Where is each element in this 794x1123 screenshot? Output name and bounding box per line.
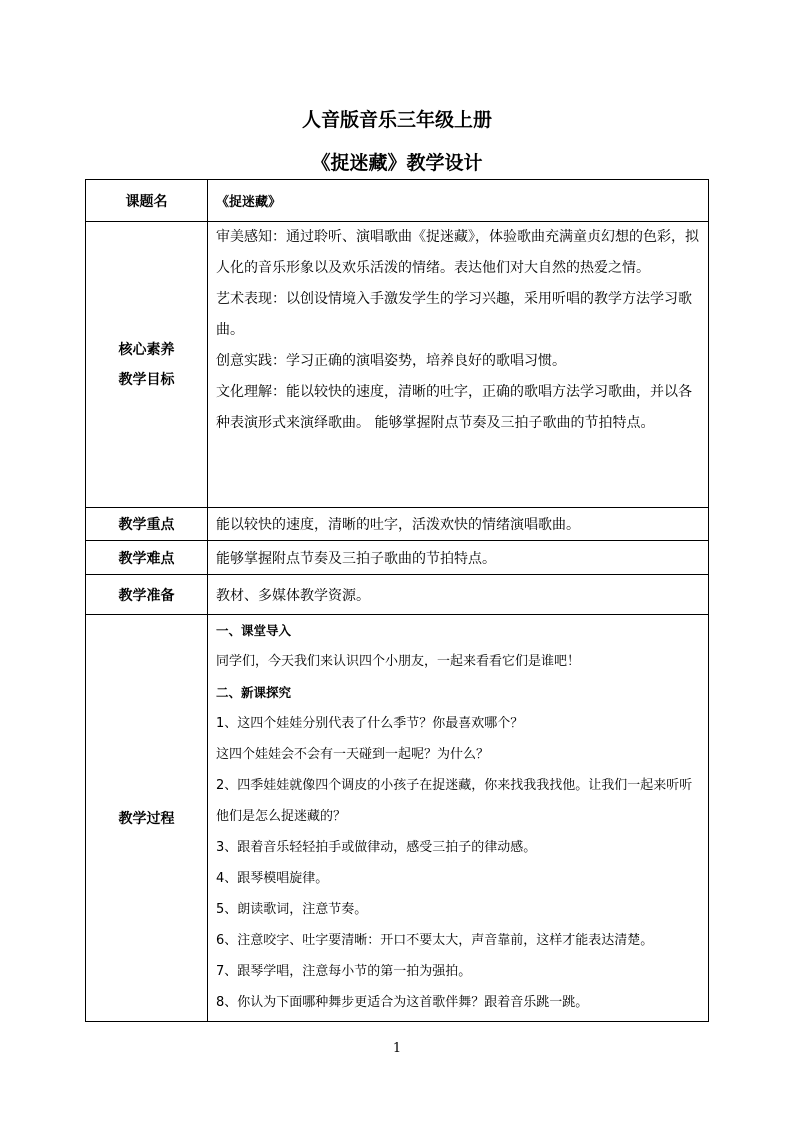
table-row-process	[86, 615, 709, 1022]
process-step-4: 4、跟琴模唱旋律。	[216, 871, 329, 886]
goal-aesthetic: 审美感知：通过聆听、演唱歌曲《捉迷藏》，体验歌曲充满童贞幻想的色彩，拟人化的音乐形象以及欢乐活泼的情绪。表达他们对大自然的热爱之情。	[216, 229, 699, 276]
page-number: 1	[392, 1041, 402, 1056]
difficulties-value: 能够掌握附点节奏及三拍子歌曲的节拍特点。	[208, 541, 709, 575]
table-row-key-points	[86, 508, 709, 541]
process-step-6: 6、注意咬字、吐字要清晰：开口不要太大，声音靠前，这样才能表达清楚。	[216, 933, 654, 948]
goal-culture: 文化理解：能以较快的速度，清晰的吐字，正确的歌唱方法学习歌曲，并以各种表演形式来演绎歌曲。 能够掌握附点节奏及三拍子歌曲的节拍特点。	[216, 384, 692, 431]
key-points-value: 能以较快的速度，清晰的吐字，活泼欢快的情绪演唱歌曲。	[208, 508, 709, 541]
process-step-7: 7、跟琴学唱，注意每小节的第一拍为强拍。	[216, 964, 472, 979]
document-title: 人音版音乐三年级上册	[301, 109, 492, 131]
process-step-3: 3、跟着音乐轻轻拍手或做律动，感受三拍子的律动感。	[216, 840, 537, 855]
difficulties-label: 教学难点	[86, 541, 208, 575]
goal-expression: 艺术表现：以创设情境入手激发学生的学习兴趣，采用听唱的教学方法学习歌曲。	[216, 291, 692, 338]
process-heading-intro: 一、课堂导入	[216, 623, 292, 638]
table-row-goals	[86, 222, 709, 508]
goals-content	[208, 222, 709, 508]
topic-label: 课题名	[86, 180, 208, 222]
process-content	[208, 615, 709, 1022]
goals-label	[86, 222, 208, 508]
lesson-plan-table	[85, 179, 709, 1022]
table-row-difficulties	[86, 541, 709, 575]
process-step-2: 2、四季娃娃就像四个调皮的小孩子在捉迷藏，你来找我我找他。让我们一起来听听他们是怎么捉迷藏的？	[216, 778, 693, 824]
process-step-1b: 这四个娃娃会不会有一天碰到一起呢？为什么？	[216, 747, 490, 762]
table-row-topic	[86, 180, 709, 222]
goal-practice: 创意实践：学习正确的演唱姿势，培养良好的歌唱习惯。	[216, 353, 566, 369]
process-intro-text: 同学们，今天我们来认识四个小朋友，一起来看看它们是谁吧！	[216, 654, 581, 669]
preparation-label: 教学准备	[86, 575, 208, 615]
topic-value-text: 《捉迷藏》	[216, 195, 282, 210]
process-label: 教学过程	[86, 615, 208, 1022]
process-step-5: 5、朗读歌词，注意节奏。	[216, 902, 368, 917]
table-row-preparation	[86, 575, 709, 615]
process-step-1: 1、这四个娃娃分别代表了什么季节？你最喜欢哪个？	[216, 716, 524, 731]
document-subtitle: 《捉迷藏》教学设计	[311, 152, 483, 174]
topic-value	[208, 180, 709, 222]
process-step-8: 8、你认为下面哪种舞步更适合为这首歌伴舞？跟着音乐跳一跳。	[216, 995, 589, 1010]
key-points-label: 教学重点	[86, 508, 208, 541]
preparation-value: 教材、多媒体教学资源。	[208, 575, 709, 615]
process-heading-explore: 二、新课探究	[216, 685, 292, 700]
goals-label-line1: 核心素养	[118, 341, 175, 358]
goals-label-line2: 教学目标	[118, 371, 175, 388]
